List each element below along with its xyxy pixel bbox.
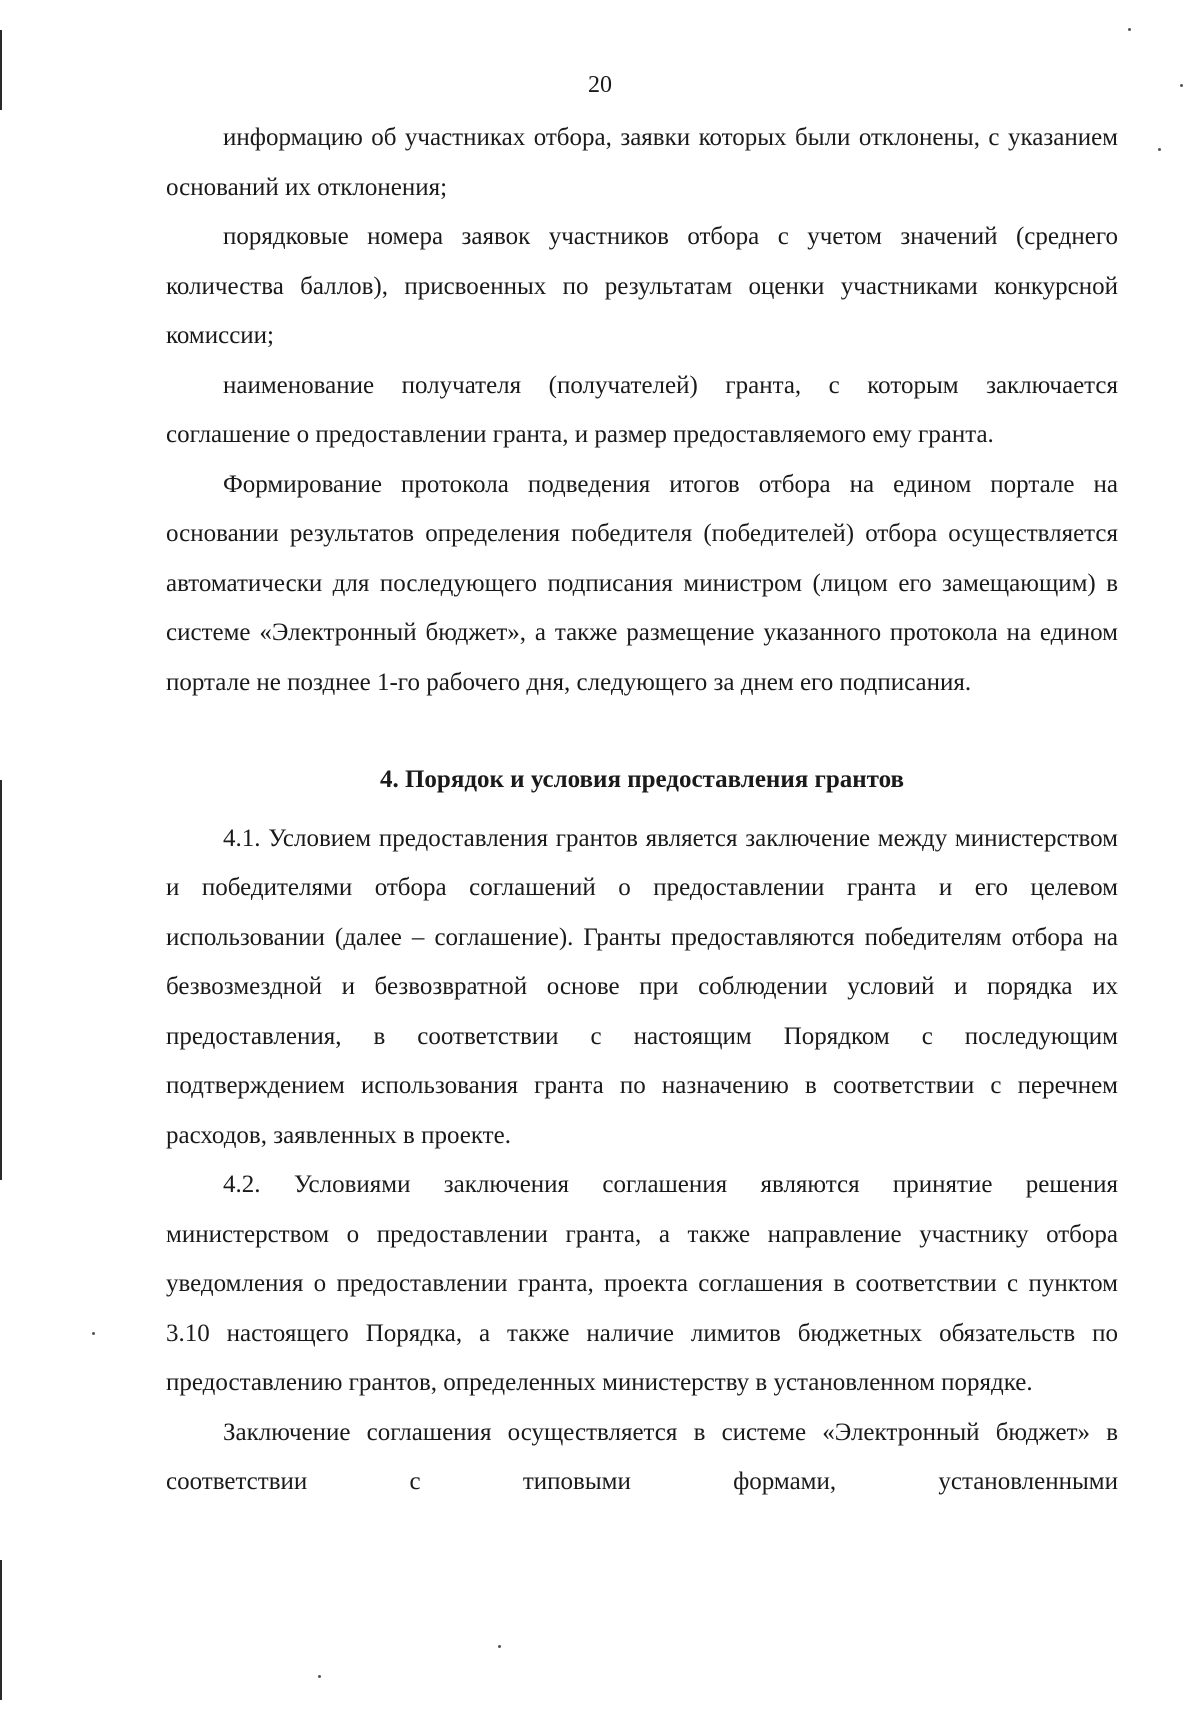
paragraph-agreement-conclusion: Заключение соглашения осуществляется в системе «Электронный бюджет» в соответствии с типовыми формами, установленными xyxy=(166,1418,1118,1495)
paragraph-rejected-participants: информацию об участниках отбора, заявки которых были отклонены, с указанием оснований их отклонения; xyxy=(166,124,1118,201)
scan-speck xyxy=(1128,28,1131,31)
document-body xyxy=(166,113,1118,1507)
paragraph-protocol-formation: Формирование протокола подведения итогов отбора на едином портале на основании результатов определения победителя (победителей) отбора осуществляется автоматически для последующего подписания министром (лицом его замещающим) в системе «Электронный бюджет», а также размещение указанного протокола на едином портале не позднее 1-го рабочего дня, следующего за днем его подписания. xyxy=(166,470,1118,696)
scan-speck xyxy=(498,1645,501,1648)
scan-speck xyxy=(318,1675,321,1678)
page-number: 20 xyxy=(588,72,612,98)
paragraph-4-2: 4.2. Условиями заключения соглашения являются принятие решения министерством о предоставлении гранта, а также направление участнику отбора уведомления о предоставлении гранта, проекта соглашения в соответствии с пунктом 3.10 настоящего Порядка, а также наличие лимитов бюджетных обязательств по предоставлению грантов, определенных министерству в установленном порядке. xyxy=(166,1171,1118,1396)
scan-speck xyxy=(1158,148,1161,151)
paragraph-4-1: 4.1. Условием предоставления грантов является заключение между министерством и победителями отбора соглашений о предоставлении гранта и его целевом использовании (далее – соглашение). Гранты предоставляются победителям отбора на безвозмездной и безвозвратной основе при соблюдении условий и порядка их предоставления, в соответствии с настоящим Порядком с последующим подтверждением использования гранта по назначению в соответствии с перечнем расходов, заявленных в проекте. xyxy=(166,824,1118,1149)
section-heading: 4. Порядок и условия предоставления грантов xyxy=(379,766,904,793)
scan-speck xyxy=(92,1332,95,1335)
paragraph-grant-recipients: наименование получателя (получателей) гранта, с которым заключается соглашение о предоставлении гранта, и размер предоставляемого ему гранта. xyxy=(166,371,1118,448)
scan-edge-bottom xyxy=(0,1560,2,1700)
scan-edge-middle xyxy=(0,780,2,1180)
paragraph-application-numbers: порядковые номера заявок участников отбора с учетом значений (среднего количества баллов), присвоенных по результатам оценки участниками конкурсной комиссии; xyxy=(166,223,1118,349)
